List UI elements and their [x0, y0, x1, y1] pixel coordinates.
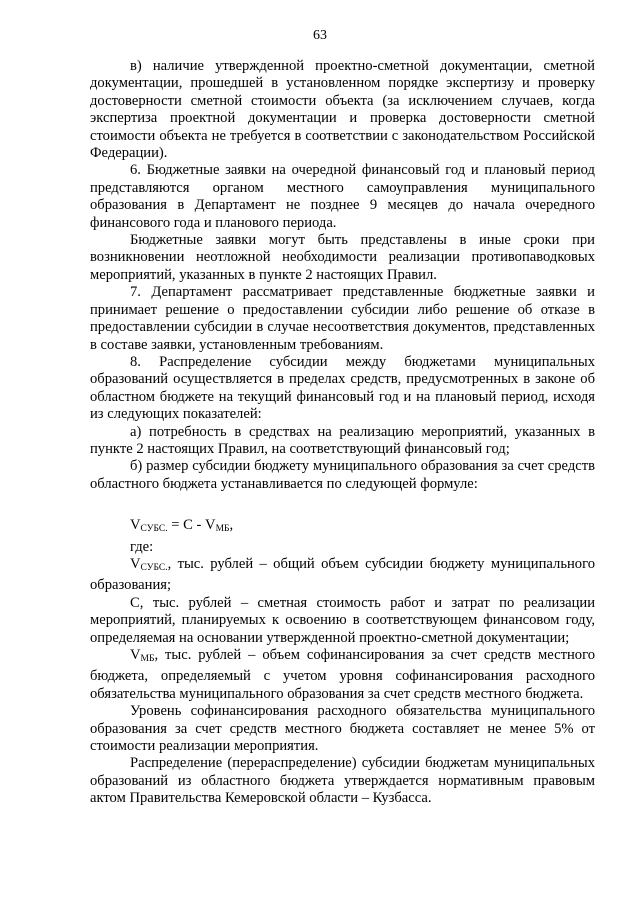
def-vmb-text: , тыс. рублей – объем софинансирования за счет средств местного бюджета, определяемый с учетом уровня софинансирования расходного обязательства муниципального образования за счет средств местного бюджета.	[90, 647, 595, 702]
def-v-mb: V	[130, 647, 141, 663]
formula-equals: = С -	[167, 517, 206, 534]
definition-vsubs	[90, 556, 595, 595]
definition-vmb	[90, 647, 595, 703]
formula-v2: V	[205, 517, 216, 534]
paragraph-v: в) наличие утвержденной проектно-сметной документации, сметной документации, прошедшей в установленном порядке экспертизу и проверку достоверности сметной стоимости объекта (за исключением случаев, когда экспертиза проектной документации и проверка достоверности сметной стоимости объекта не требуется в соответствии с законодательством Российской Федерации).	[90, 58, 595, 162]
formula-mb-subscript: МБ	[215, 524, 230, 535]
paragraph-b: б) размер субсидии бюджету муниципального образования за счет средств областного бюджета устанавливается по следующей формуле:	[90, 458, 595, 492]
subsidy-formula	[90, 517, 595, 538]
paragraph-cofinancing-level: Уровень софинансирования расходного обязательства муниципального образования за счет средств местного бюджета составляет не менее 5% от стоимости реализации мероприятия.	[90, 703, 595, 755]
where-label: где:	[130, 538, 154, 555]
def-subs-subscript: СУБС.	[140, 562, 168, 573]
document-body	[90, 58, 595, 808]
paragraph-7: 7. Департамент рассматривает представленные бюджетные заявки и принимает решение о предоставлении субсидии либо решение об отказе в предоставлении субсидии в случае несоответствия документов, представленных в составе заявки, установленным требованиям.	[90, 284, 595, 353]
paragraph-budget-requests: Бюджетные заявки могут быть представлены в иные сроки при возникновении неотложной необходимости реализации противопаводковых мероприятий, указанных в пункте 2 настоящих Правил.	[90, 232, 595, 283]
formula-end: ,	[229, 517, 234, 534]
formula-subs-subscript: СУБС.	[140, 524, 168, 535]
def-v: V	[130, 555, 141, 572]
definition-c: С, тыс. рублей – сметная стоимость работ и затрат по реализации мероприятий, планируемых к освоению в соответствующем финансовом году, определяемая на основании утвержденной проектно-сметной документации;	[90, 594, 595, 646]
paragraph-8: 8. Распределение субсидии между бюджетами муниципальных образований осуществляется в пределах средств, предусмотренных в законе об областном бюджете на текущий финансовый год и на плановый период, исходя из следующих показателей:	[90, 353, 595, 423]
paragraph-distribution: Распределение (перераспределение) субсидии бюджетам муниципальных образований из областного бюджета утверждается нормативным правовым актом Правительства Кемеровской области – Кузбасса.	[90, 755, 595, 807]
formula-v: V	[130, 517, 141, 534]
def-vsubs-text: , тыс. рублей – общий объем субсидии бюджету муниципального образования;	[90, 555, 595, 594]
paragraph-6: 6. Бюджетные заявки на очередной финансовый год и плановый период представляются органом местного самоуправления муниципального образования в Департамент не позднее 9 месяцев до начала очередного финансового года и планового периода.	[90, 162, 595, 231]
def-mb-subscript: МБ	[140, 654, 155, 664]
paragraph-a: а) потребность в средствах на реализацию мероприятий, указанных в пункте 2 настоящих Правил, на соответствующий финансовый год;	[90, 423, 595, 457]
page-number: 63	[313, 28, 327, 43]
